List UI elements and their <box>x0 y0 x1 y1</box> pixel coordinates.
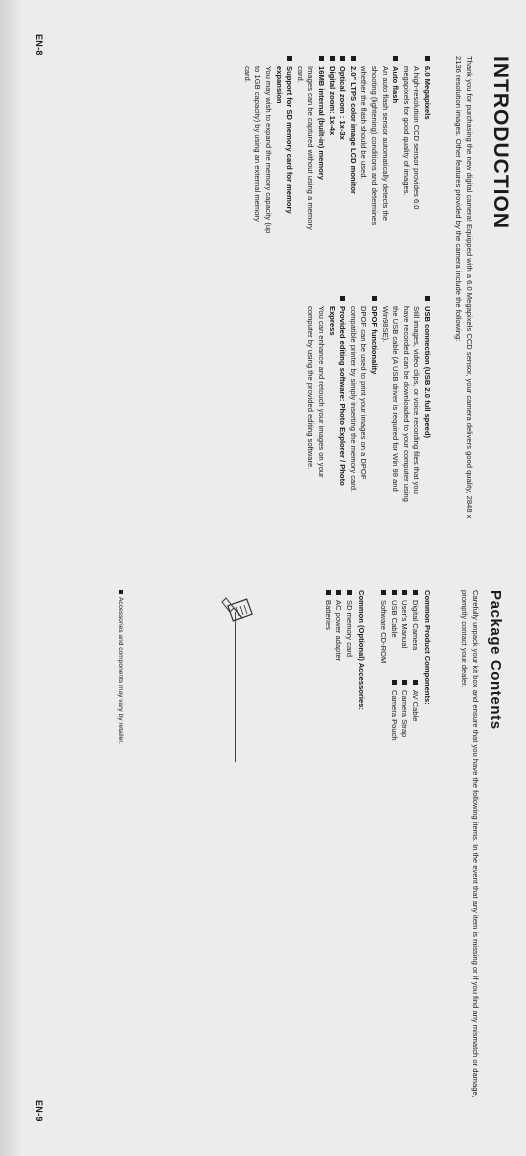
feature-title: DPOF functionality <box>368 296 379 511</box>
feature-title: 6.0 Megapixels <box>421 56 432 238</box>
features-column-2 <box>305 296 432 511</box>
feature-title: Optical zoom : 1x-3x <box>337 56 348 238</box>
feature-item <box>326 56 337 238</box>
feature-item <box>347 56 358 238</box>
list-item: AV Cable <box>409 680 420 741</box>
feature-item <box>337 56 348 238</box>
common-components-heading: Common Product Components: <box>423 590 432 705</box>
features-column-1 <box>241 56 432 238</box>
page-number-left: EN-8 <box>34 34 44 56</box>
feature-item <box>305 296 347 511</box>
feature-title: USB connection (USB 2.0 full speed) <box>421 296 432 511</box>
list-item: Camera Pouch <box>388 680 399 741</box>
common-components-list-1 <box>378 590 420 663</box>
page-number-right: EN-9 <box>34 1100 44 1122</box>
note-divider <box>235 612 236 762</box>
common-components-list-2 <box>388 680 420 741</box>
feature-title: 16MB internal (built-in) memory <box>315 56 326 238</box>
feature-description: Images can be captured without using a memory card. <box>295 66 316 230</box>
list-item: Software CD-ROM <box>378 590 389 663</box>
list-item: Camera Strap <box>399 680 410 741</box>
list-item: SD memory card <box>343 590 354 661</box>
feature-title: 2.0" LTPS color image LCD monitor <box>347 56 358 238</box>
footnote <box>117 590 124 744</box>
optional-accessories-heading: Common (Optional) Accessories: <box>357 590 366 710</box>
feature-description: You may wish to expand the memory capacity (up to 1GB capacity) by using an external memory card. <box>242 66 274 234</box>
feature-title: Digital zoom: 1x-4x <box>326 56 337 238</box>
feature-description: DPOF can be used to print your images on a DPOF compatible printer by simply inserting the memory card. <box>348 306 369 493</box>
list-item: USB Cable <box>388 590 399 663</box>
page-title-package-contents: Package Contents <box>487 590 504 730</box>
optional-accessories-list <box>322 590 354 661</box>
page-title-introduction: INTRODUCTION <box>489 56 512 229</box>
feature-description: You can enhance and retouch your images on your computer by using the provided editing software. <box>306 306 327 478</box>
feature-title: Provided editing software: Photo Explorer / Photo Express <box>326 296 347 511</box>
feature-title: Auto flash <box>390 56 401 238</box>
list-item: User's Manual <box>399 590 410 663</box>
list-item: Digital Camera <box>409 590 420 663</box>
bullet-square-icon <box>119 590 123 594</box>
feature-title: Support for SD memory card for memory expansion <box>273 56 294 238</box>
hand-writing-note-icon <box>220 594 256 624</box>
package-intro-paragraph: Carefully unpack your kit box and ensure that you have the following items. In the event that any item is missing or if you find any mismatch or damage, promptly contact your dealer. <box>460 590 480 1098</box>
feature-description: An auto flash sensor automatically detects the shooting (lightening) conditions and determines whether the flash should be used. <box>359 66 390 226</box>
feature-item <box>241 56 294 238</box>
list-item: Batteries <box>322 590 333 661</box>
feature-item <box>379 296 432 511</box>
feature-item <box>347 296 379 511</box>
feature-item <box>400 56 432 238</box>
footnote-text: Accessories and components may vary by retailer. <box>117 597 124 744</box>
list-item: AC power adapter <box>333 590 344 661</box>
feature-item <box>294 56 326 238</box>
feature-item <box>358 56 400 238</box>
feature-description: A high-resolution CCD sensor provides 6.0 megapixels for good quality of images. <box>401 66 422 210</box>
feature-description: Still images, video clips, or voice recording files that you have recorded can be downloaded to your computer using the USB cable (A USB driver is required for Win 98 and Win98SE). <box>380 306 422 502</box>
intro-paragraph: Thank you for purchasing the new digital camera! Equipped with a 6.0 Megapixels CCD sensor, your camera delivers good quality, 2848 x 2136 resolution images. Other features provided by the camera include the following: <box>454 56 474 519</box>
